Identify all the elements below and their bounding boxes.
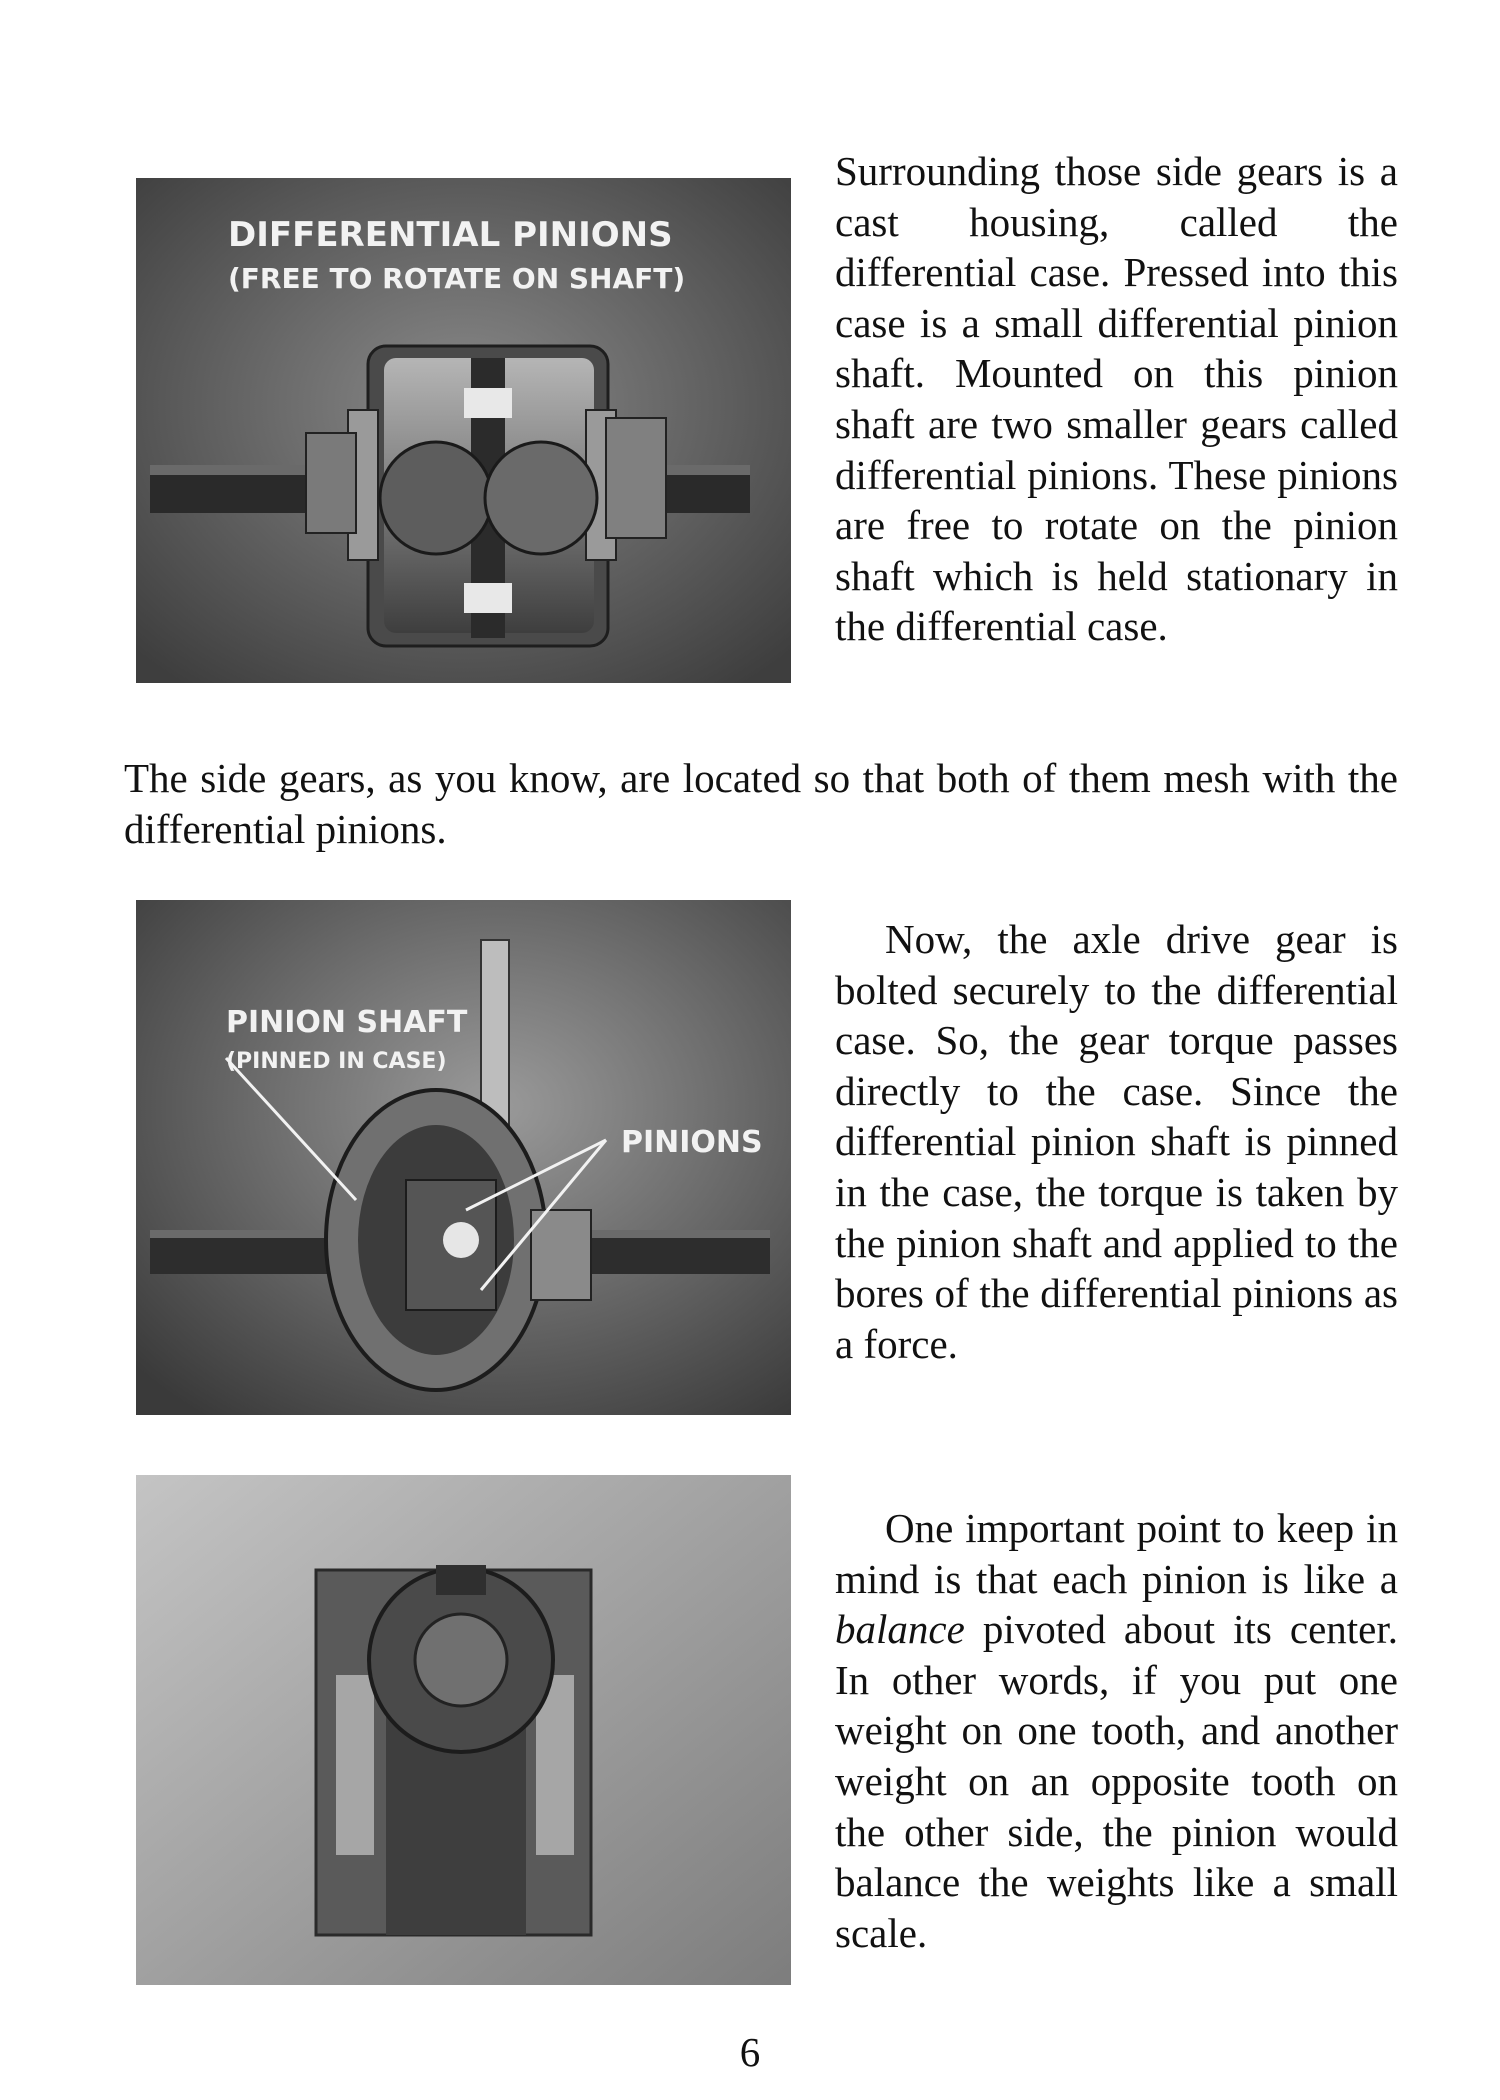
paragraph-side-gears-mesh-text: The side gears, as you know, are located so that both of them mesh with the differential pinions. <box>124 755 1398 852</box>
paragraph-pinion-balance <box>835 1503 1398 1958</box>
pinion-balance-photo <box>136 1475 791 1985</box>
figure-1-caption-line-1: DIFFERENTIAL PINIONS <box>228 215 673 255</box>
differential-case-illustration <box>136 178 791 683</box>
paragraph-pinion-balance-start: One important point to keep in mind is that each pinion is like a <box>835 1505 1398 1602</box>
pinion-balance-model-illustration <box>136 1475 791 1985</box>
paragraph-axle-drive-gear-text: Now, the axle drive gear is bolted securely to the differential case. So, the gear torque passes directly to the case. Since the differential pinion shaft is pinned in the case, the torque is taken by the pinion shaft and applied to the bores of the differential pinions as a force. <box>835 916 1398 1367</box>
paragraph-side-gears-mesh <box>124 753 1398 854</box>
paragraph-axle-drive-gear <box>835 914 1398 1369</box>
paragraph-pinion-balance-end: pivoted about its center. In other words, if you put one weight on one tooth, and another weight on an opposite tooth on the other side, the pinion would balance the weights like a small scale. <box>835 1606 1398 1956</box>
pinion-shaft-photo <box>136 900 791 1415</box>
figure-1-caption-line-2: (FREE TO ROTATE ON SHAFT) <box>228 262 686 295</box>
differential-pinions-photo <box>136 178 791 683</box>
page-number: 6 <box>739 2029 761 2075</box>
figure-2-caption-line-1: PINION SHAFT <box>226 1005 468 1040</box>
figure-2-pinions-label: PINIONS <box>621 1125 763 1160</box>
axle-drive-gear-illustration <box>136 900 791 1415</box>
figure-2-caption-line-2: (PINNED IN CASE) <box>226 1049 447 1074</box>
paragraph-differential-case: Surrounding those side gears is a cast housing, called the differential case. Pressed into this case is a small differential pinion shaft. Mounted on this pinion shaft are two smaller gears called differential pinions. These pinions are free to rotate on the pinion shaft which is held stationary in the differential case. <box>835 148 1398 650</box>
emphasized-word: balance <box>835 1606 965 1653</box>
